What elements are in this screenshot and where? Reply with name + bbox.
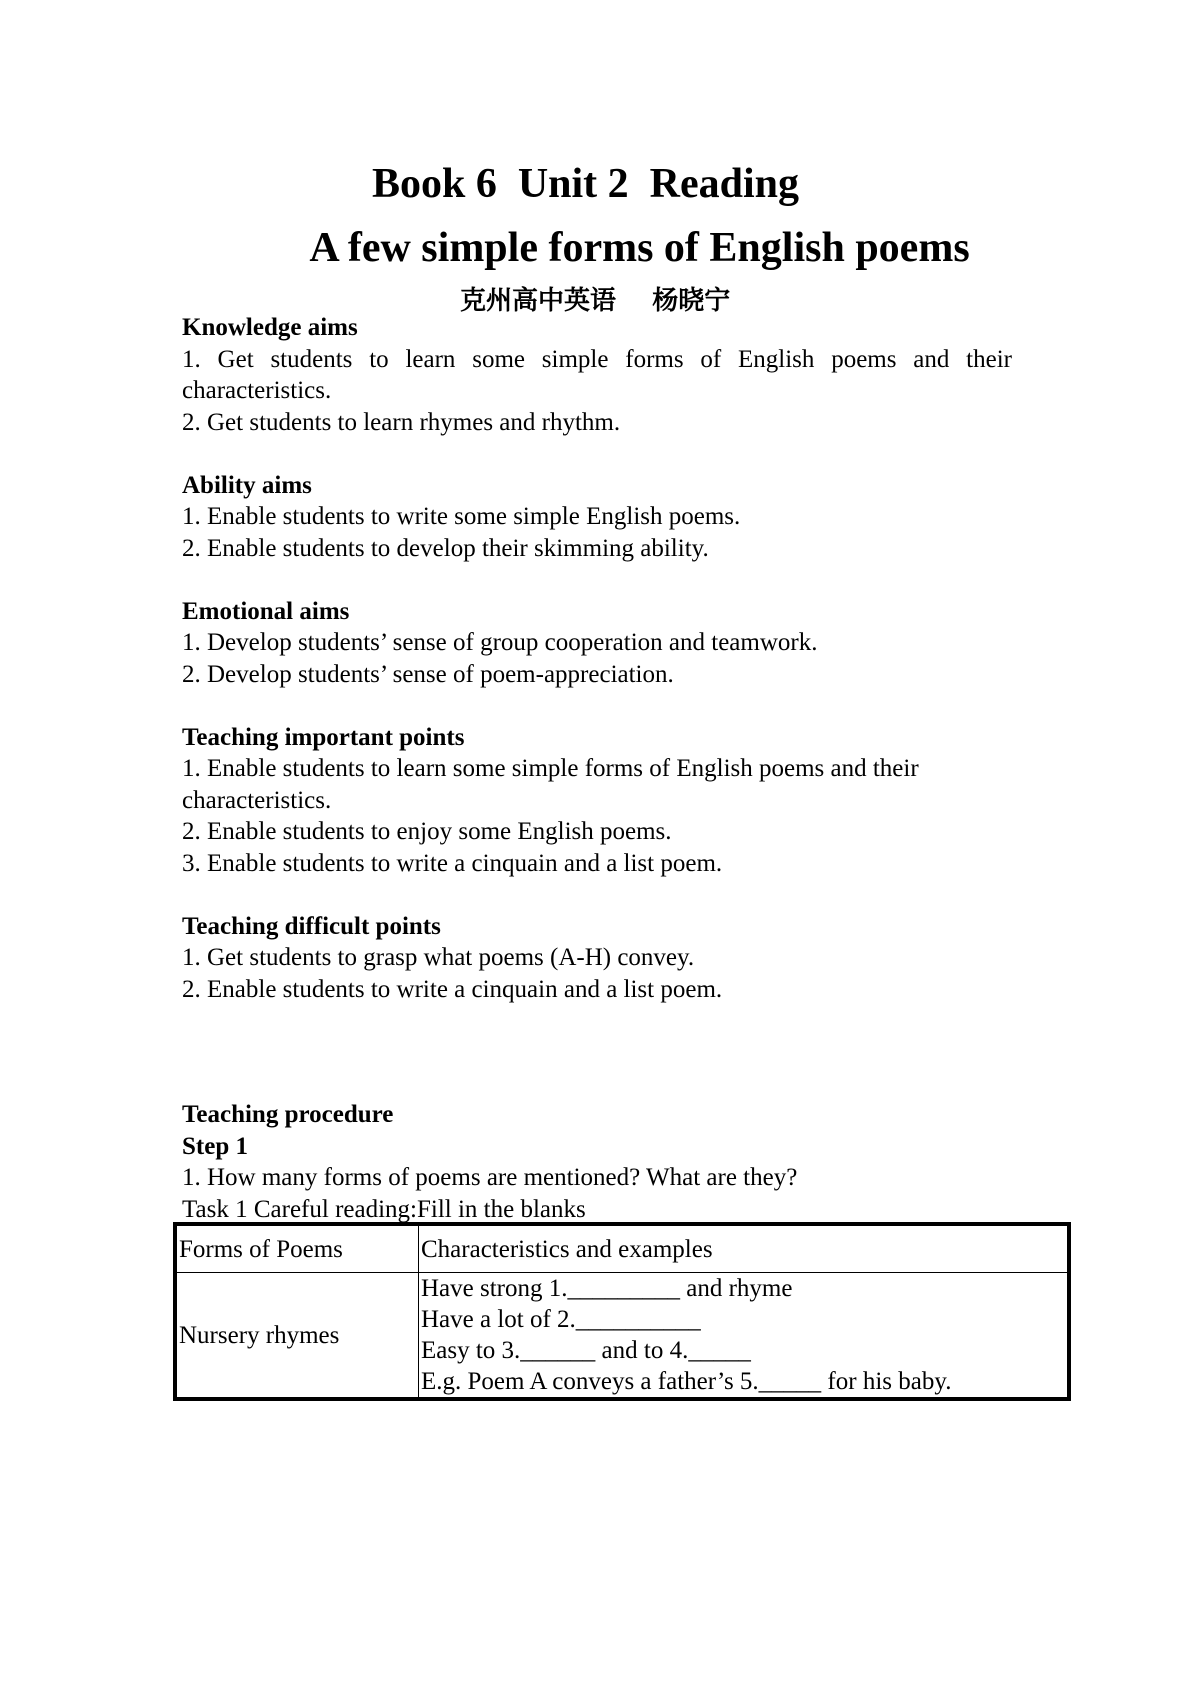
knowledge-aim-2: 2. Get students to learn rhymes and rhythm. (182, 408, 621, 436)
emotional-aims-heading: Emotional aims (182, 597, 350, 625)
table-header-cell: Characteristics and examples (419, 1224, 1070, 1273)
ability-aim-2: 2. Enable students to develop their skimming ability. (182, 534, 709, 562)
page-title: Book 6 Unit 2 Reading (371, 161, 800, 207)
difficult-point-2: 2. Enable students to write a cinquain and a list poem. (182, 975, 723, 1003)
knowledge-aims-heading: Knowledge aims (182, 314, 358, 341)
emotional-aim-2: 2. Develop students’ sense of poem-appreciation. (182, 660, 674, 688)
lesson-plan-body (182, 312, 1012, 1225)
important-point-1: 1. Enable students to learn some simple forms of English poems and their characteristics. (182, 755, 919, 814)
ability-aims-heading: Ability aims (182, 471, 312, 499)
characteristic-line: Have strong 1._________ and rhyme (421, 1275, 793, 1302)
characteristic-line: E.g. Poem A conveys a father’s 5._____ for his baby. (421, 1368, 952, 1395)
important-points-heading: Teaching important points (182, 723, 465, 751)
important-point-2: 2. Enable students to enjoy some English poems. (182, 818, 672, 845)
difficult-point-1: 1. Get students to grasp what poems (A-H) convey. (182, 944, 695, 971)
poem-forms-table (173, 1222, 1071, 1401)
table-cell-form: Nursery rhymes (175, 1273, 419, 1400)
ability-aim-1: 1. Enable students to write some simple English poems. (182, 503, 741, 530)
knowledge-aim-1: 1. Get students to learn some simple forms of English poems and their characteristics. (182, 345, 1012, 404)
author-line: 克州高中英语 杨晓宁 (460, 286, 731, 316)
difficult-points-heading: Teaching difficult points (182, 912, 441, 940)
page-subtitle: A few simple forms of English poems (309, 225, 970, 271)
table-row (175, 1273, 1069, 1400)
table-header-row (175, 1224, 1069, 1273)
characteristic-line: Have a lot of 2.__________ (421, 1306, 701, 1333)
important-point-3: 3. Enable students to write a cinquain and a list poem. (182, 849, 723, 877)
task-instruction: Task 1 Careful reading:Fill in the blanks (182, 1195, 586, 1223)
step-heading: Step 1 (182, 1132, 248, 1160)
table-cell-characteristics (419, 1273, 1070, 1400)
characteristic-line: Easy to 3.______ and to 4._____ (421, 1337, 751, 1364)
procedure-question: 1. How many forms of poems are mentioned? What are they? (182, 1164, 798, 1191)
table-header-cell: Forms of Poems (175, 1224, 419, 1273)
procedure-heading: Teaching procedure (182, 1101, 394, 1128)
emotional-aim-1: 1. Develop students’ sense of group cooperation and teamwork. (182, 629, 818, 656)
